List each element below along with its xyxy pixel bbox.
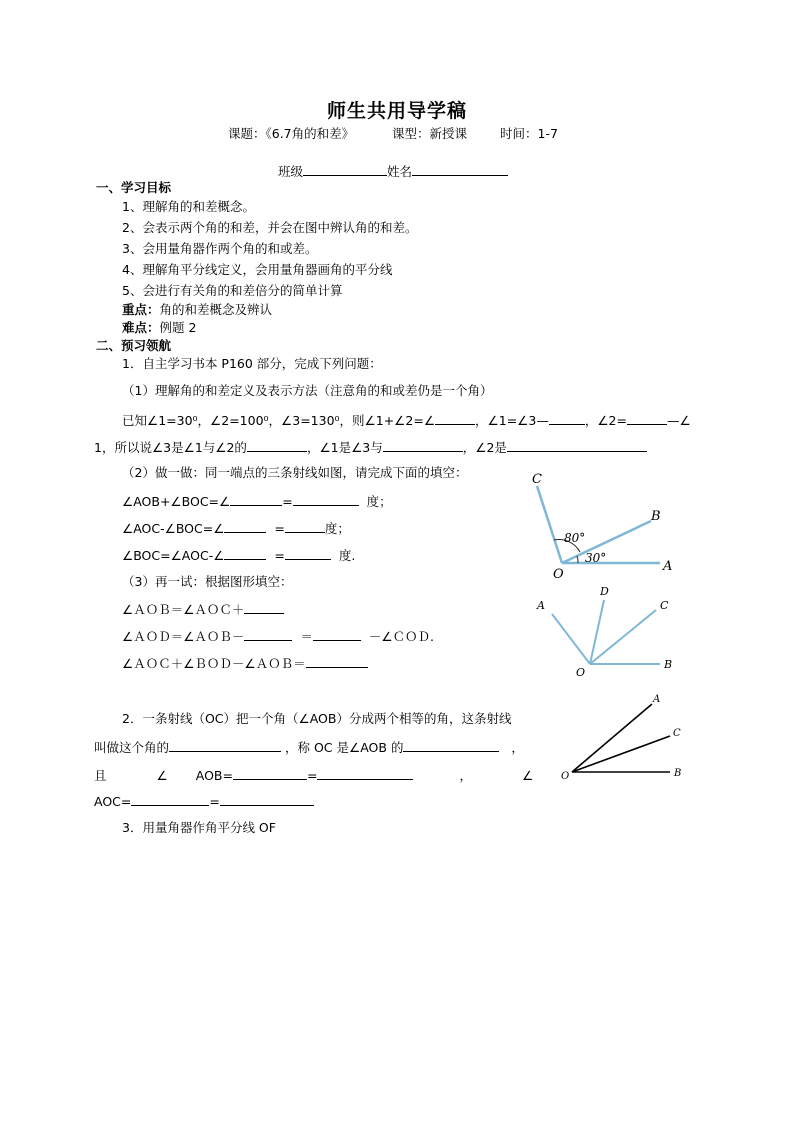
- key-text: 角的和差概念及辨认: [159, 302, 273, 317]
- difficult-text: 例题 2: [159, 320, 197, 335]
- equation-3: [122, 546, 355, 564]
- eq1-b: =: [282, 494, 293, 509]
- given-text-d: —∠: [666, 413, 691, 428]
- question-1-2: （2）做一做：同一端点的三条射线如图，请完成下面的填空：: [122, 465, 468, 480]
- subtitle-time: 时间：1-7: [500, 126, 558, 141]
- given-line2-a: 1，所以说∠3是∠1与∠2的: [94, 440, 247, 455]
- goal-item: 5、会进行有关角的和差倍分的简单计算: [122, 283, 343, 298]
- blank-fill2-a[interactable]: [244, 627, 292, 641]
- blank-aoc-2[interactable]: [220, 792, 314, 806]
- goal-item: 2、会表示两个角的和差，并会在图中辨认角的和差。: [122, 220, 418, 235]
- class-blank[interactable]: [303, 162, 387, 176]
- given-line: [122, 411, 691, 429]
- fill-2: [122, 627, 434, 645]
- goal-item: 4、理解角平分线定义，会用量角器画角的平分线: [122, 262, 393, 277]
- question-1-1: （1）理解角的和差定义及表示方法（注意角的和或差仍是一个角）: [122, 383, 493, 398]
- label-d: D: [600, 585, 609, 598]
- given-line2-b: ，∠1是∠3与: [306, 440, 383, 455]
- eq2-a: ∠AOC-∠BOC=∠: [122, 521, 225, 536]
- label-b: B: [674, 768, 682, 779]
- q2-c6: ∠: [521, 768, 534, 783]
- fill2-a: ∠ＡＯＤ＝∠ＡＯＢ－: [122, 629, 245, 644]
- ray-oa: [552, 614, 590, 664]
- angle-30-label: 30°: [585, 551, 607, 565]
- name-label: 姓名: [387, 164, 413, 179]
- angle-80-label: 80°: [564, 531, 586, 545]
- blank-bisector[interactable]: [169, 738, 281, 752]
- fill-1: [122, 600, 284, 618]
- fill3-text: ∠ＡＯＣ＋∠ＢＯＤ－∠ＡＯＢ＝: [122, 656, 306, 671]
- blank-eq1-angle[interactable]: [230, 492, 282, 506]
- class-label: 班级: [278, 164, 304, 179]
- figure-angle-80-30: [525, 470, 695, 580]
- blank-fill2-b[interactable]: [313, 627, 361, 641]
- label-a: A: [663, 559, 673, 574]
- equation-1: [122, 492, 392, 510]
- name-blank[interactable]: [412, 162, 508, 176]
- q2-b1: 叫做这个角的: [94, 740, 170, 755]
- ray-oa: [572, 704, 652, 772]
- blank-eq1-value[interactable]: [293, 492, 359, 506]
- given-text-c: ，∠2=: [584, 413, 627, 428]
- eq3-b: =: [274, 548, 285, 563]
- fill2-c: －∠ＣＯＤ.: [368, 629, 435, 644]
- figure-bisector: [556, 690, 696, 786]
- question-1-3: （3）再一试：根据图形填空：: [122, 574, 293, 589]
- label-c: C: [673, 728, 681, 739]
- ray-oc: [572, 736, 670, 772]
- key-label: 重点：: [122, 302, 160, 317]
- subtitle-topic: 课题：《6.7角的和差》: [228, 126, 355, 141]
- blank-aob-1[interactable]: [233, 766, 307, 780]
- q2-c5: ，: [459, 768, 472, 783]
- student-info: [278, 162, 508, 180]
- q2-b3: ，: [511, 740, 524, 755]
- blank-relation1[interactable]: [247, 438, 307, 452]
- ray-oc: [537, 486, 562, 563]
- question-2-line4: [94, 792, 314, 810]
- blank-fill1[interactable]: [244, 600, 284, 614]
- difficult-point: [122, 320, 196, 336]
- section1-heading: 一、学习目标: [96, 180, 172, 195]
- q2-c3: AOB=: [195, 768, 233, 783]
- blank-relation3[interactable]: [507, 438, 647, 452]
- given-text-a: 已知∠1=30⁰，∠2=100⁰，∠3=130⁰，则∠1+∠2=∠: [122, 413, 436, 428]
- fill-3: [122, 654, 368, 672]
- label-a: A: [653, 694, 661, 705]
- label-b: B: [651, 509, 661, 524]
- blank-eq2-value[interactable]: [285, 519, 325, 533]
- blank-diff1[interactable]: [549, 411, 585, 425]
- q2-d2: =: [209, 794, 220, 809]
- question-2-line2: [94, 738, 524, 756]
- fill1-text: ∠ＡＯＢ＝∠ＡＯＣ＋: [122, 602, 245, 617]
- label-o: O: [553, 567, 564, 580]
- blank-fill3[interactable]: [306, 654, 368, 668]
- eq3-c: 度.: [338, 548, 356, 563]
- label-b: B: [664, 658, 673, 671]
- eq1-c: 度；: [366, 494, 392, 509]
- blank-aob-2[interactable]: [317, 766, 413, 780]
- section2-heading: 二、预习领航: [96, 338, 172, 353]
- blank-oc-role[interactable]: [403, 738, 499, 752]
- q2-d1: AOC=: [94, 794, 132, 809]
- subtitle-type: 课型：新授课: [392, 126, 468, 141]
- q2-b2: ，称 OC 是∠AOB 的: [285, 740, 404, 755]
- label-c: C: [660, 599, 669, 612]
- goal-item: 3、会用量角器作两个角的和或差。: [122, 241, 318, 256]
- goal-item: 1、理解角的和差概念。: [122, 199, 255, 214]
- figure-four-rays: [530, 582, 690, 682]
- question-2: 2．一条射线（OC）把一个角（∠AOB）分成两个相等的角，这条射线: [122, 711, 512, 726]
- eq2-b: =: [274, 521, 285, 536]
- key-point: [122, 302, 272, 318]
- eq3-a: ∠BOC=∠AOC-∠: [122, 548, 225, 563]
- question-2-line3: [94, 766, 533, 784]
- blank-relation2[interactable]: [383, 438, 463, 452]
- given-line-2: [94, 438, 647, 456]
- blank-aoc-1[interactable]: [131, 792, 209, 806]
- q2-c2: ∠: [156, 768, 168, 783]
- question-3: 3．用量角器作角平分线 OF: [122, 820, 276, 835]
- label-c: C: [532, 472, 542, 487]
- label-a: A: [537, 599, 545, 612]
- question-1: 1．自主学习书本 P160 部分，完成下列问题：: [122, 356, 382, 371]
- page-title: 师生共用导学稿: [326, 100, 467, 122]
- blank-eq2-angle[interactable]: [224, 519, 266, 533]
- blank-eq3-value[interactable]: [285, 546, 331, 560]
- given-line2-c: ，∠2是: [462, 440, 507, 455]
- difficult-label: 难点：: [122, 320, 160, 335]
- blank-diff2[interactable]: [627, 411, 667, 425]
- q2-c4: =: [306, 768, 318, 783]
- label-o: O: [561, 771, 570, 782]
- eq2-c: 度；: [324, 521, 350, 536]
- eq1-a: ∠AOB+∠BOC=∠: [122, 494, 231, 509]
- blank-eq3-angle[interactable]: [224, 546, 266, 560]
- fill2-b: ＝: [300, 629, 313, 644]
- given-text-b: ，∠1=∠3—: [475, 413, 549, 428]
- blank-sum[interactable]: [435, 411, 475, 425]
- q2-c1: 且: [94, 768, 107, 783]
- equation-2: [122, 519, 350, 537]
- label-o: O: [576, 666, 586, 679]
